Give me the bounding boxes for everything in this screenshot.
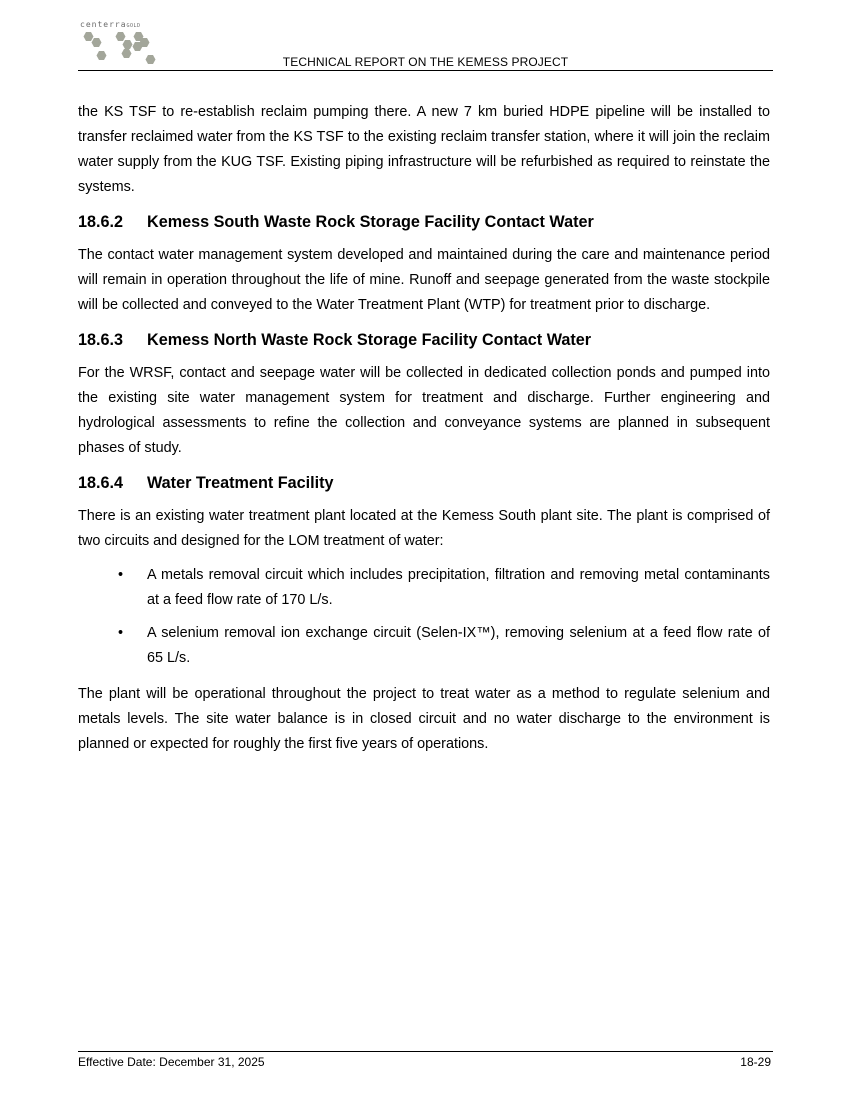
main-content [78,100,770,768]
bullet-icon: • [118,625,124,641]
footer-divider [78,1051,773,1052]
list-item: • A selenium removal ion exchange circuit (Selen-IX™), removing selenium at a feed flow rate of 65 L/s. [78,621,770,671]
section-number: 18.6.4 [78,474,124,492]
section-title: Water Treatment Facility [147,474,334,492]
section-paragraph: The contact water management system developed and maintained during the care and maintenance period will remain in operation throughout the life of mine. Runoff and seepage generated from the waste stockpile will be collected and conveyed to the Water Treatment Plant (WTP) for treatment prior to discharge. [78,247,770,313]
section-paragraph: There is an existing water treatment plant located at the Kemess South plant site. The plant is comprised of two circuits and designed for the LOM treatment of water: [78,508,770,549]
intro-paragraph: the KS TSF to re-establish reclaim pumping there. A new 7 km buried HDPE pipeline will be installed to transfer reclaimed water from the KS TSF to the existing reclaim transfer station, where it will join the reclaim water supply from the KUG TSF. Existing piping infrastructure will be refurbished as required to reinstate the systems. [78,104,770,195]
section-number: 18.6.3 [78,331,124,349]
page-number: 18-29 [740,1055,771,1069]
section-number: 18.6.2 [78,213,124,231]
list-item: • A metals removal circuit which includes precipitation, filtration and removing metal contaminants at a feed flow rate of 170 L/s. [78,563,770,613]
section-heading-18-6-3 [78,329,770,351]
effective-date: Effective Date: December 31, 2025 [78,1055,265,1069]
section-heading-18-6-2 [78,211,770,233]
logo-wordmark: centerraGOLD [80,20,141,29]
closing-paragraph: The plant will be operational throughout the project to treat water as a method to regulate selenium and metals levels. The site water balance is in closed circuit and no water discharge to the environment is planned or expected for roughly the first five years of operations. [78,686,770,752]
bullet-icon: • [118,567,124,583]
circuit-list [78,563,770,671]
header-divider [78,70,773,71]
section-heading-18-6-4 [78,472,770,494]
section-paragraph: For the WRSF, contact and seepage water will be collected in dedicated collection ponds and pumped into the existing site water management system for treatment and discharge. Further engineering and hydrological assessments to refine the collection and conveyance systems are planned in subsequent phases of study. [78,365,770,456]
section-title: Kemess North Waste Rock Storage Facility Contact Water [147,331,592,349]
report-title: TECHNICAL REPORT ON THE KEMESS PROJECT [282,55,569,69]
section-title: Kemess South Waste Rock Storage Facility Contact Water [147,213,594,231]
